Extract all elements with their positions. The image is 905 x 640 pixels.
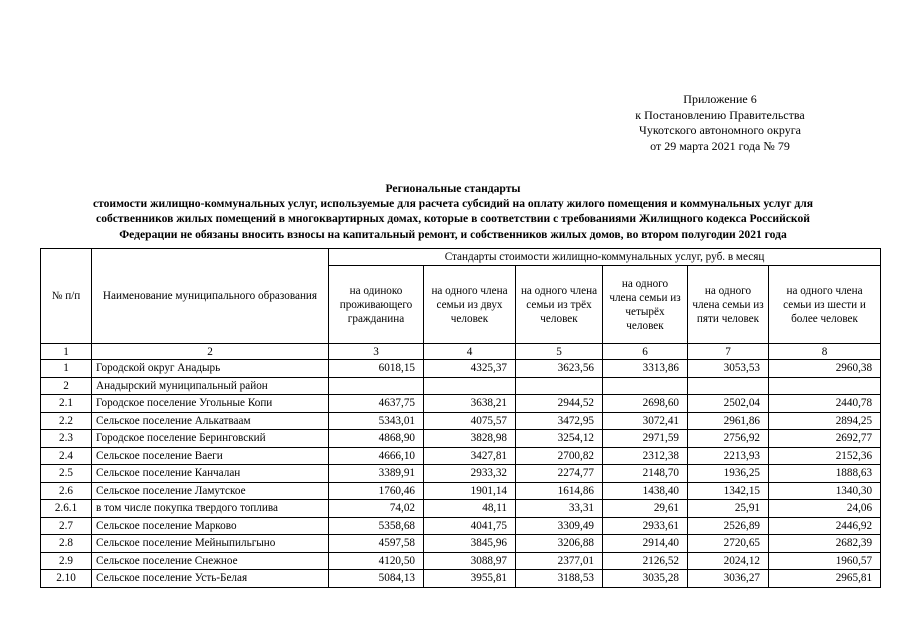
cost-value: 3309,49 <box>516 517 603 535</box>
municipality-name: в том числе покупка твердого топлива <box>92 500 329 518</box>
municipality-name: Анадырский муниципальный район <box>92 377 329 395</box>
cost-value: 2894,25 <box>769 412 881 430</box>
cost-value: 4597,58 <box>329 535 424 553</box>
cost-value: 2933,61 <box>603 517 688 535</box>
appendix-title: Приложение 6 <box>683 92 757 106</box>
table-row <box>41 500 881 518</box>
table-row <box>41 412 881 430</box>
colnum-cell: 3 <box>329 344 424 360</box>
cost-value: 2944,52 <box>516 395 603 413</box>
table-row <box>41 447 881 465</box>
cost-value <box>603 377 688 395</box>
cost-value: 1340,30 <box>769 482 881 500</box>
table-row <box>41 360 881 378</box>
colnum-cell: 1 <box>41 344 92 360</box>
municipality-name: Сельское поселение Снежное <box>92 552 329 570</box>
row-number: 2.6 <box>41 482 92 500</box>
appendix-decree: к Постановлению Правительства <box>635 107 805 122</box>
cost-value <box>688 377 769 395</box>
colnum-cell: 8 <box>769 344 881 360</box>
cost-value: 2312,38 <box>603 447 688 465</box>
cost-value: 2213,93 <box>688 447 769 465</box>
row-number: 2.7 <box>41 517 92 535</box>
cost-value: 3313,86 <box>603 360 688 378</box>
cost-value: 2961,86 <box>688 412 769 430</box>
cost-value <box>516 377 603 395</box>
document-title <box>20 181 886 242</box>
cost-value: 6018,15 <box>329 360 424 378</box>
cost-value: 1438,40 <box>603 482 688 500</box>
cost-value: 25,91 <box>688 500 769 518</box>
table-row <box>41 517 881 535</box>
standards-table <box>40 248 881 588</box>
cost-value: 5343,01 <box>329 412 424 430</box>
cost-value: 4868,90 <box>329 430 424 448</box>
colnum-cell: 5 <box>516 344 603 360</box>
cost-value: 3638,21 <box>424 395 516 413</box>
cost-value: 3188,53 <box>516 570 603 588</box>
cost-value <box>769 377 881 395</box>
municipality-name: Городское поселение Угольные Копи <box>92 395 329 413</box>
cost-value: 2933,32 <box>424 465 516 483</box>
cost-value: 5084,13 <box>329 570 424 588</box>
table-row <box>41 430 881 448</box>
municipality-name: Сельское поселение Мейныпильгыно <box>92 535 329 553</box>
municipality-name: Сельское поселение Ваеги <box>92 447 329 465</box>
municipality-name: Городское поселение Беринговский <box>92 430 329 448</box>
header-name: Наименование муниципального образования <box>92 249 329 344</box>
column-number-row <box>41 344 881 360</box>
header-col-five: на одного члена семьи из пяти человек <box>688 266 769 344</box>
table-row <box>41 570 881 588</box>
row-number: 2.10 <box>41 570 92 588</box>
cost-value: 3053,53 <box>688 360 769 378</box>
cost-value: 3035,28 <box>603 570 688 588</box>
cost-value: 2720,65 <box>688 535 769 553</box>
municipality-name: Сельское поселение Алькатваам <box>92 412 329 430</box>
header-col-six: на одного члена семьи из шести и более человек <box>769 266 881 344</box>
row-number: 2.8 <box>41 535 92 553</box>
header-col-two: на одного члена семьи из двух человек <box>424 266 516 344</box>
row-number: 2.9 <box>41 552 92 570</box>
cost-value: 2692,77 <box>769 430 881 448</box>
cost-value: 2148,70 <box>603 465 688 483</box>
cost-value: 2526,89 <box>688 517 769 535</box>
cost-value: 3845,96 <box>424 535 516 553</box>
row-number: 2.6.1 <box>41 500 92 518</box>
cost-value: 4666,10 <box>329 447 424 465</box>
cost-value: 2756,92 <box>688 430 769 448</box>
cost-value: 4120,50 <box>329 552 424 570</box>
table-row <box>41 535 881 553</box>
cost-value: 1960,57 <box>769 552 881 570</box>
cost-value: 3072,41 <box>603 412 688 430</box>
municipality-name: Сельское поселение Канчалан <box>92 465 329 483</box>
cost-value: 48,11 <box>424 500 516 518</box>
cost-value: 2024,12 <box>688 552 769 570</box>
table-row <box>41 482 881 500</box>
row-number: 2.3 <box>41 430 92 448</box>
appendix-header <box>560 92 880 154</box>
cost-value: 3955,81 <box>424 570 516 588</box>
municipality-name: Сельское поселение Усть-Белая <box>92 570 329 588</box>
header-row-1 <box>41 249 881 266</box>
cost-value: 3472,95 <box>516 412 603 430</box>
cost-value: 2914,40 <box>603 535 688 553</box>
cost-value: 4041,75 <box>424 517 516 535</box>
cost-value: 1901,14 <box>424 482 516 500</box>
title-line-2: стоимости жилищно-коммунальных услуг, используемые для расчета субсидий на оплату жилого помещения и коммунальных услуг для <box>92 197 814 211</box>
cost-value: 2971,59 <box>603 430 688 448</box>
table-row <box>41 377 881 395</box>
cost-value: 2682,39 <box>769 535 881 553</box>
cost-value: 3254,12 <box>516 430 603 448</box>
cost-value: 2698,60 <box>603 395 688 413</box>
cost-value: 24,06 <box>769 500 881 518</box>
header-group: Стандарты стоимости жилищно-коммунальных услуг, руб. в месяц <box>329 249 881 266</box>
colnum-cell: 7 <box>688 344 769 360</box>
cost-value: 3036,27 <box>688 570 769 588</box>
cost-value: 1614,86 <box>516 482 603 500</box>
cost-value: 33,31 <box>516 500 603 518</box>
cost-value <box>424 377 516 395</box>
header-col-four: на одного члена семьи из четырёх человек <box>603 266 688 344</box>
row-number: 1 <box>41 360 92 378</box>
table-row <box>41 395 881 413</box>
cost-value: 3427,81 <box>424 447 516 465</box>
cost-value: 2700,82 <box>516 447 603 465</box>
cost-value: 1342,15 <box>688 482 769 500</box>
municipality-name: Городской округ Анадырь <box>92 360 329 378</box>
cost-value: 2152,36 <box>769 447 881 465</box>
cost-value: 29,61 <box>603 500 688 518</box>
cost-value: 1888,63 <box>769 465 881 483</box>
colnum-cell: 4 <box>424 344 516 360</box>
row-number: 2.2 <box>41 412 92 430</box>
header-col-three: на одного члена семьи из трёх человек <box>516 266 603 344</box>
cost-value: 5358,68 <box>329 517 424 535</box>
colnum-cell: 2 <box>92 344 329 360</box>
header-num: № п/п <box>41 249 92 344</box>
row-number: 2.1 <box>41 395 92 413</box>
cost-value: 3206,88 <box>516 535 603 553</box>
title-line-4: Федерации не обязаны вносить взносы на капитальный ремонт, и собственников жилых домов, во втором полугодии 2021 года <box>119 227 787 241</box>
header-col-single: на одиноко проживающего гражданина <box>329 266 424 344</box>
cost-value: 2960,38 <box>769 360 881 378</box>
cost-value: 3088,97 <box>424 552 516 570</box>
appendix-date: от 29 марта 2021 года № 79 <box>650 138 790 153</box>
cost-value: 3389,91 <box>329 465 424 483</box>
municipality-name: Сельское поселение Ламутское <box>92 482 329 500</box>
cost-value: 1936,25 <box>688 465 769 483</box>
cost-value <box>329 377 424 395</box>
cost-value: 3623,56 <box>516 360 603 378</box>
municipality-name: Сельское поселение Марково <box>92 517 329 535</box>
cost-value: 2126,52 <box>603 552 688 570</box>
colnum-cell: 6 <box>603 344 688 360</box>
cost-value: 4075,57 <box>424 412 516 430</box>
cost-value: 1760,46 <box>329 482 424 500</box>
cost-value: 4637,75 <box>329 395 424 413</box>
cost-value: 2446,92 <box>769 517 881 535</box>
table-row <box>41 552 881 570</box>
row-number: 2.4 <box>41 447 92 465</box>
row-number: 2.5 <box>41 465 92 483</box>
cost-value: 4325,37 <box>424 360 516 378</box>
cost-value: 2377,01 <box>516 552 603 570</box>
cost-value: 2274,77 <box>516 465 603 483</box>
cost-value: 2502,04 <box>688 395 769 413</box>
cost-value: 2965,81 <box>769 570 881 588</box>
appendix-region: Чукотского автономного округа <box>639 123 801 137</box>
cost-value: 3828,98 <box>424 430 516 448</box>
table-row <box>41 465 881 483</box>
title-line-1: Региональные стандарты <box>385 182 521 195</box>
title-line-3: собственников жилых помещений в многоквартирных домах, которые в соответствии с требованиями Жилищного кодекса Российской <box>96 212 810 226</box>
cost-value: 74,02 <box>329 500 424 518</box>
row-number: 2 <box>41 377 92 395</box>
cost-value: 2440,78 <box>769 395 881 413</box>
